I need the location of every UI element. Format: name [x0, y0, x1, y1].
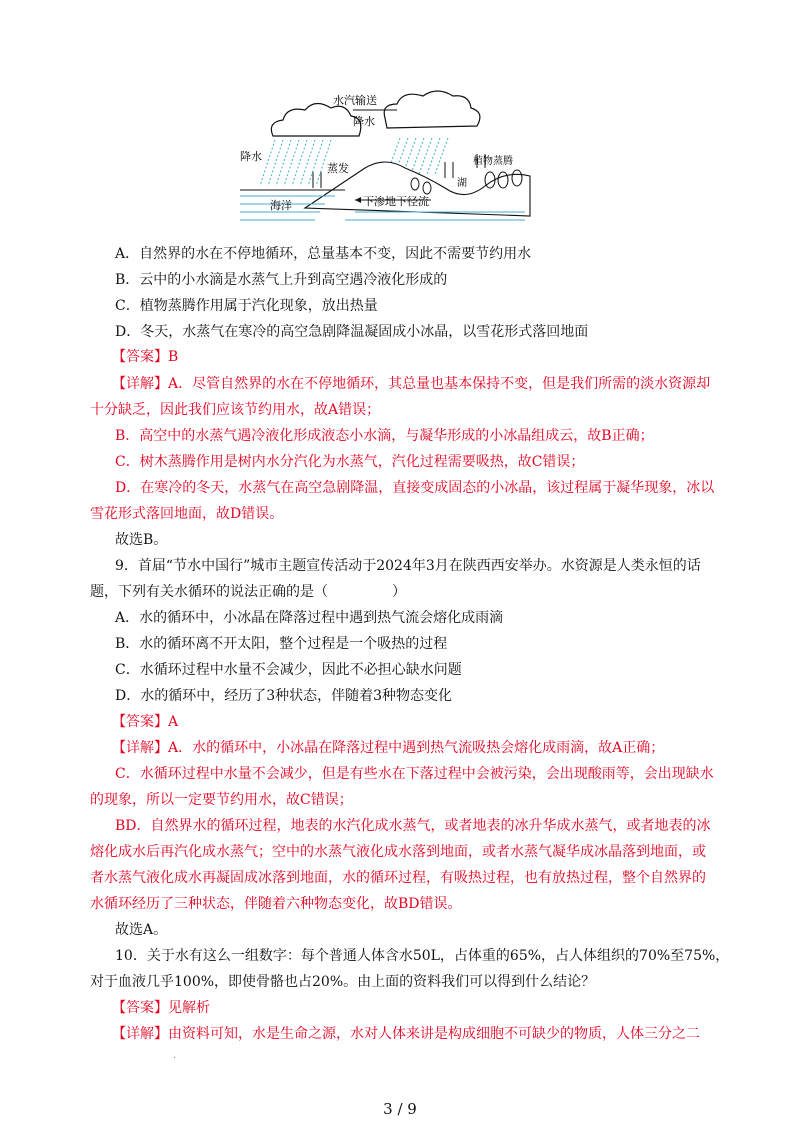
cloud-left [271, 103, 360, 136]
q9-detail-line-4: BD．自然界水的循环过程，地表的水汽化成水蒸气，或者地表的冰升华成水蒸气，或者地表的冰 [115, 818, 711, 834]
q9-option-b: B．水的循环离不开太阳，整个过程是一个吸热的过程 [115, 636, 448, 652]
q8-detail-line-3: B．高空中的水蒸气遇冷液化形成液态小水滴，与凝华形成的小冰晶组成云，故B正确； [115, 428, 654, 444]
q8-option-a: A．自然界的水在不停地循环，总量基本不变，因此不需要节约用水 [115, 246, 532, 262]
q9-detail-line-3: 的现象，所以一定要节约用水，故C错误； [90, 792, 353, 808]
q8-option-d: D．冬天，水蒸气在寒冷的高空急剧降温凝固成小冰晶，以雪花形式落回地面 [115, 324, 589, 340]
q8-detail-line-1: 【详解】A．尽管自然界的水在不停地循环，其总量也基本保持不变，但是我们所需的淡水资源却 [112, 376, 711, 392]
q9-detail-line-6: 者水蒸气液化成水再凝固成冰落到地面，水的循环过程，有吸热过程，也有放热过程，整个自然界的 [90, 870, 706, 886]
q9-detail-line-2: C．水循环过程中水量不会减少，但是有些水在下落过程中会被污染，会出现酸雨等，会出现缺水 [115, 766, 714, 782]
label-rain-left: 降水 [240, 150, 262, 163]
q8-detail-line-2: 十分缺乏，因此我们应该节约用水，故A错误； [90, 402, 381, 418]
q9-option-c: C．水循环过程中水量不会减少，因此不必担心缺水问题 [115, 662, 462, 678]
rain-left [260, 140, 331, 186]
q9-detail-line-7: 水循环经历了三种状态，伴随着六种物态变化，故BD错误。 [90, 896, 462, 912]
q9-detail-label: 【详解】 [112, 740, 168, 756]
q9-option-a: A．水的循环中，小冰晶在降落过程中遇到热气流会熔化成雨滴 [115, 610, 504, 626]
q8-option-c: C．植物蒸腾作用属于汽化现象，放出热量 [115, 298, 378, 314]
q8-detail-line-5: D．在寒冷的冬天，水蒸气在高空急剧降温，直接变成固态的小冰晶，该过程属于凝华现象，冰以 [115, 480, 715, 496]
label-ocean: 海洋 [270, 199, 292, 212]
q10-stem-line-2: 对于血液几乎100%，即使骨骼也占20%。由上面的资料我们可以得到什么结论？ [90, 974, 596, 990]
q9-choice: 故选A。 [115, 922, 168, 938]
label-rain-top: 降水 [353, 115, 375, 128]
q9-stem-line-1: 9．首届“节水中国行”城市主题宣传活动于2024年3月在陕西西安举办。水资源是人类永恒的话 [115, 558, 701, 574]
page-number: 3 / 9 [383, 1100, 417, 1118]
label-evaporation: 蒸发 [327, 162, 349, 175]
q9-stem-line-2: 题，下列有关水循环的说法正确的是（ ） [90, 584, 406, 600]
q10-answer: 【答案】见解析 [112, 1000, 210, 1016]
stray-dot: . [173, 1050, 177, 1061]
q10-detail-label: 【详解】 [112, 1026, 168, 1042]
label-vapor-transport: 水汽输送 [333, 94, 377, 107]
q10-detail-line-1: 【详解】由资料可知，水是生命之源，水对人体来讲是构成细胞不可缺少的物质，人体三分之二 [112, 1026, 700, 1042]
q9-option-d: D．水的循环中，经历了3种状态，伴随着3种物态变化 [115, 688, 453, 704]
q9-detail-line-1: 【详解】A．水的循环中，小冰晶在降落过程中遇到热气流吸热会熔化成雨滴，故A正确； [112, 740, 665, 756]
label-lake: 湖 [457, 178, 467, 189]
q8-option-b: B．云中的小水滴是水蒸气上升到高空遇冷液化形成的 [115, 272, 448, 288]
q10-stem-line-1: 10．关于水有这么一组数字：每个普通人体含水50L，占体重的65%，占人体组织的70%至75%， [115, 948, 730, 964]
q8-choice: 故选B。 [115, 532, 168, 548]
q9-detail-line-5: 熔化成水后再汽化成水蒸气；空中的水蒸气液化成水落到地面，或者水蒸气凝华成冰晶落到地面，或 [90, 844, 706, 860]
q8-detail-line-6: 雪花形式落回地面，故D错误。 [90, 506, 284, 522]
cloud-right [384, 91, 480, 128]
label-transpiration: 植物蒸腾 [473, 156, 513, 167]
water-cycle-figure [235, 88, 535, 238]
q8-detail-line-4: C．树木蒸腾作用是树内水分汽化为水蒸气，汽化过程需要吸热，故C错误； [115, 454, 585, 470]
q8-detail-label: 【详解】 [112, 376, 168, 392]
water-cycle-diagram [235, 88, 535, 238]
q9-answer: 【答案】A [112, 714, 179, 730]
label-seepage: 下渗地下径流 [363, 195, 429, 208]
q8-answer: 【答案】B [112, 349, 179, 365]
